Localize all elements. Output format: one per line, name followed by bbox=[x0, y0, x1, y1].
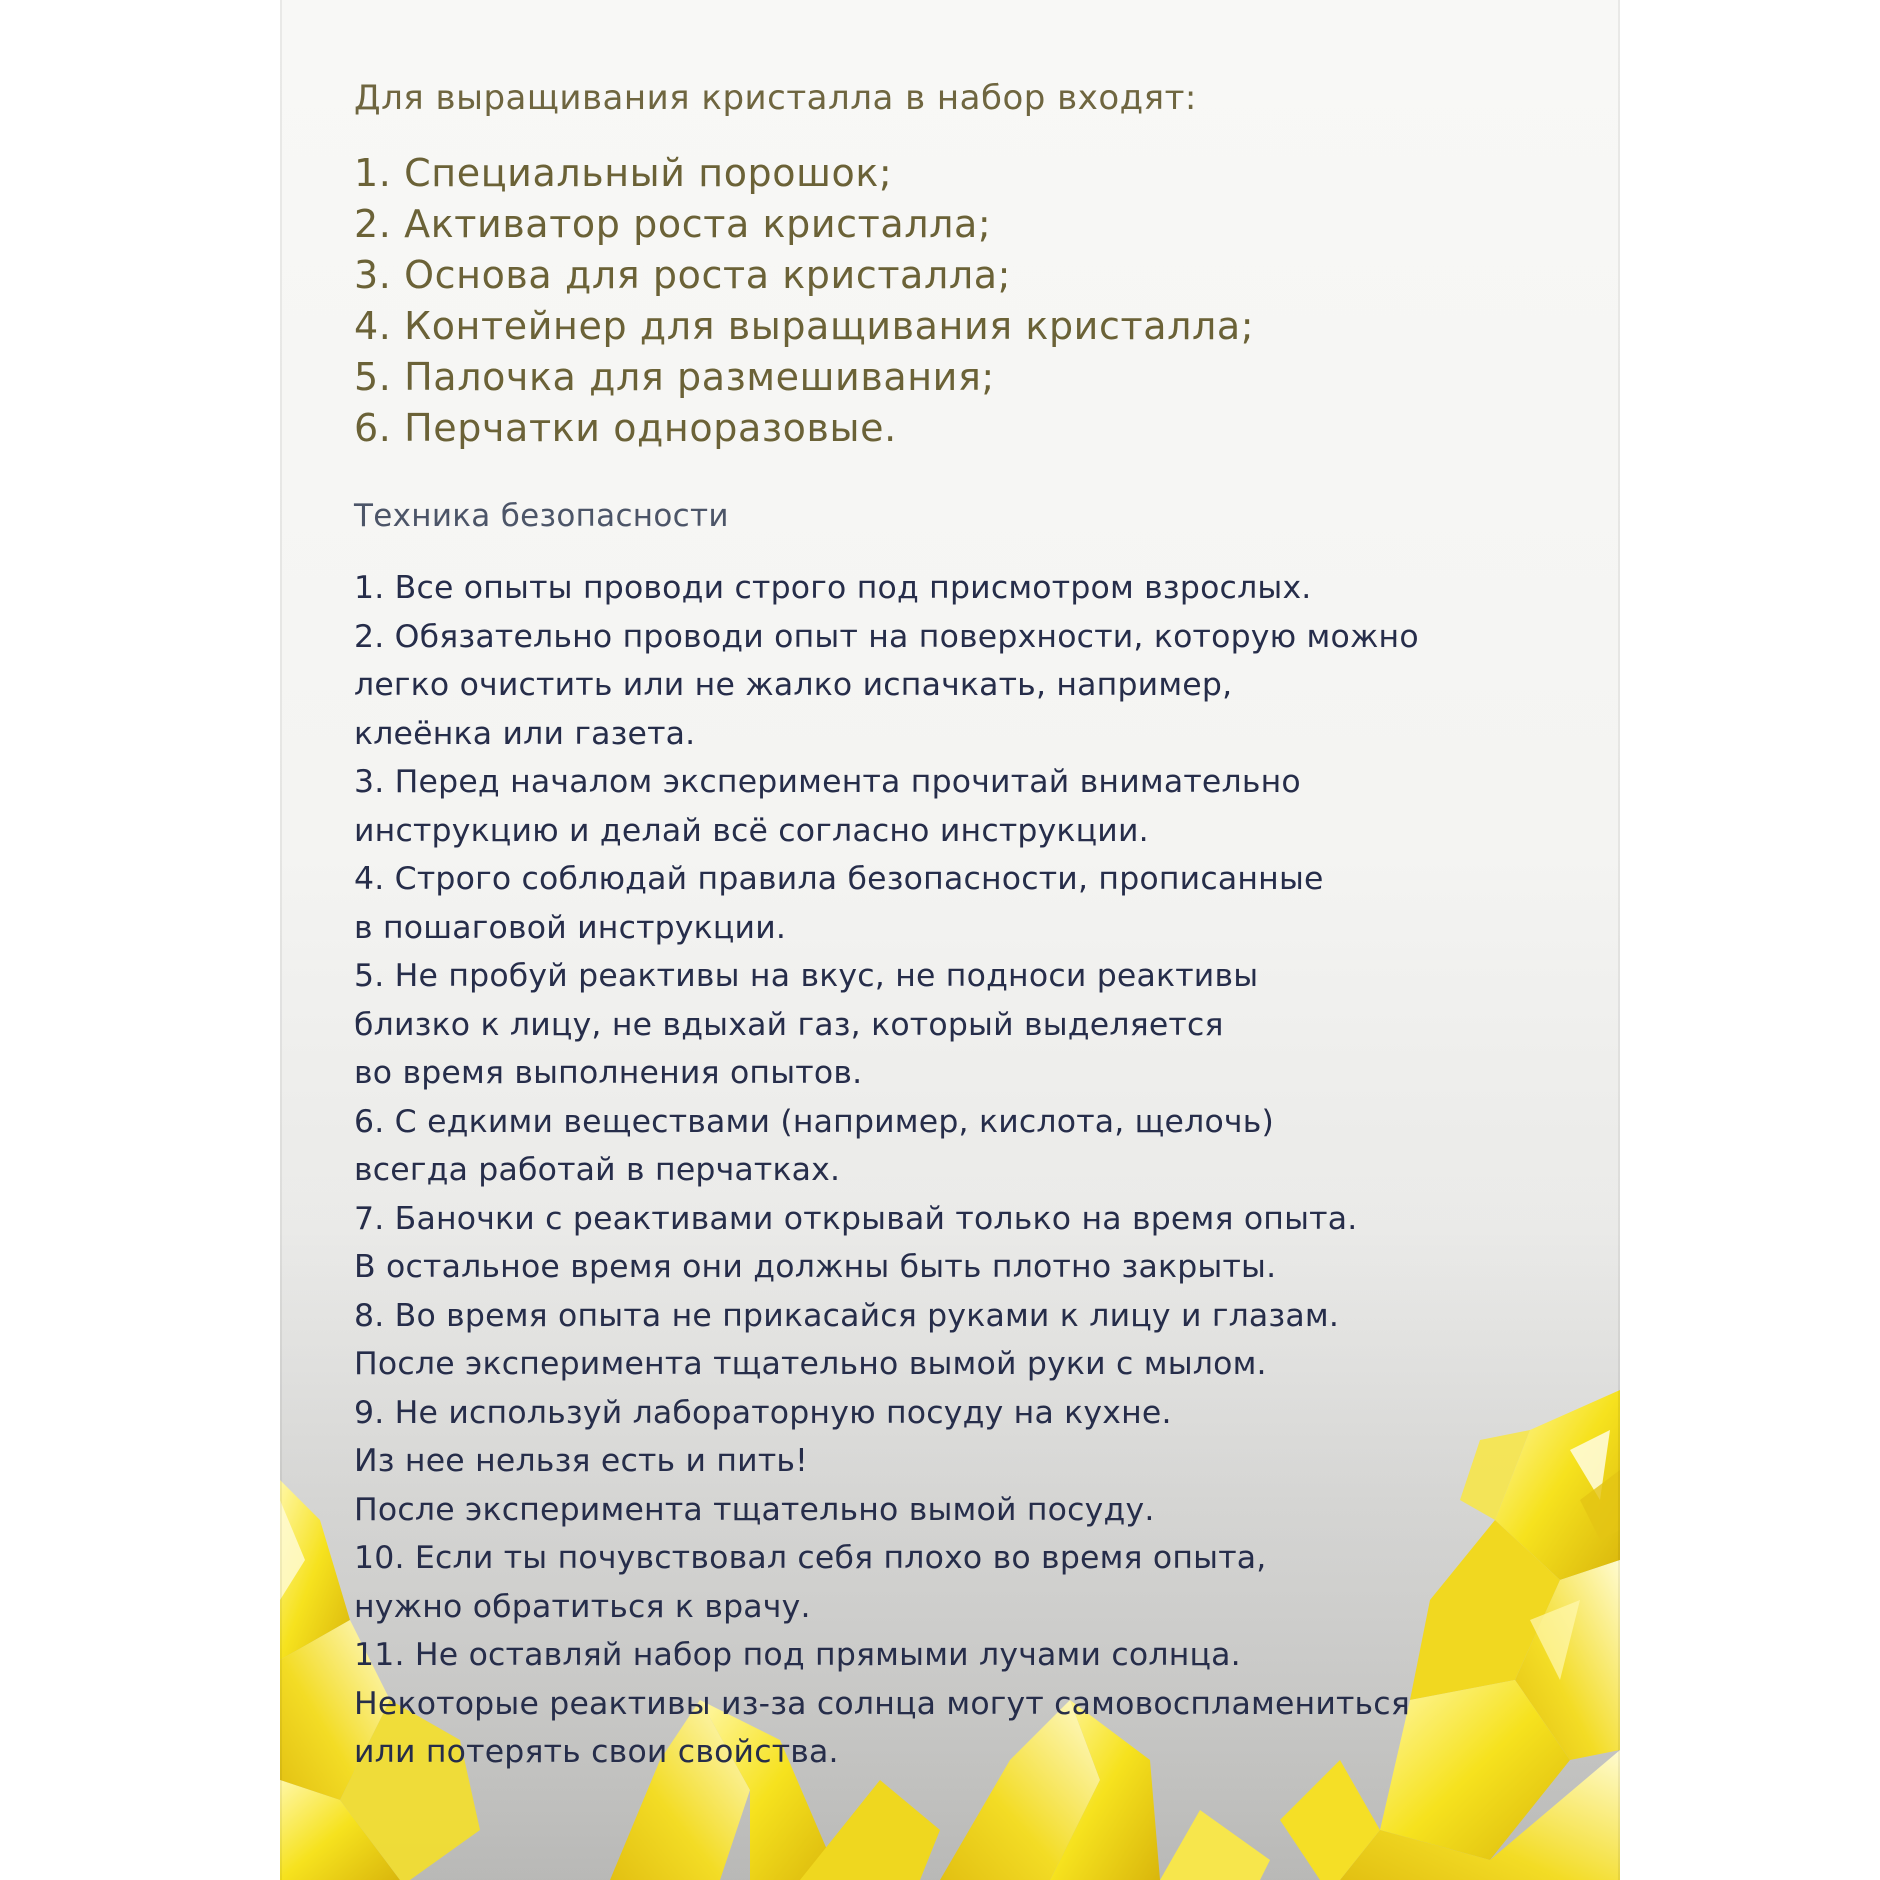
safety-rule-line: После эксперимента тщательно вымой посуду. bbox=[354, 1491, 1155, 1528]
safety-rules-list bbox=[354, 564, 1594, 1777]
instruction-card bbox=[280, 0, 1620, 1880]
safety-rule-line: Из нее нельзя есть и пить! bbox=[354, 1443, 808, 1479]
text-content bbox=[354, 78, 1594, 1777]
kit-contents-list bbox=[354, 148, 1594, 454]
safety-rule-line: или потерять свои свойства. bbox=[354, 1734, 839, 1770]
safety-rule-line: 2. Обязательно проводи опыт на поверхности, которую можно bbox=[354, 618, 1419, 655]
safety-rule-line: нужно обратиться к врачу. bbox=[354, 1588, 811, 1625]
safety-rule-line: в пошаговой инструкции. bbox=[354, 909, 787, 946]
kit-item: 6. Перчатки одноразовые. bbox=[354, 406, 897, 450]
safety-rule-line: Некоторые реактивы из-за солнца могут самовоспламениться bbox=[354, 1685, 1410, 1722]
kit-contents-heading: Для выращивания кристалла в набор входят: bbox=[354, 78, 1197, 118]
safety-rule-line: После эксперимента тщательно вымой руки с мылом. bbox=[354, 1346, 1267, 1382]
safety-rule-line: клеёнка или газета. bbox=[354, 715, 696, 752]
safety-rule-line: 7. Баночки с реактивами открывай только на время опыта. bbox=[354, 1200, 1358, 1237]
safety-rule-line: 8. Во время опыта не прикасайся руками к лицу и глазам. bbox=[354, 1297, 1340, 1334]
card-left-edge bbox=[280, 0, 282, 1880]
safety-heading: Техника безопасности bbox=[354, 498, 729, 534]
kit-item: 5. Палочка для размешивания; bbox=[354, 355, 995, 399]
safety-rule-line: близко к лицу, не вдыхай газ, который выделяется bbox=[354, 1006, 1224, 1043]
safety-rule-line: 6. С едкими веществами (например, кислота, щелочь) bbox=[354, 1103, 1274, 1140]
safety-rule-line: В остальное время они должны быть плотно закрыты. bbox=[354, 1249, 1277, 1285]
safety-rule-line: 3. Перед началом эксперимента прочитай внимательно bbox=[354, 764, 1301, 800]
safety-rule-line: всегда работай в перчатках. bbox=[354, 1152, 841, 1188]
safety-rule-line: инструкцию и делай всё согласно инструкции. bbox=[354, 812, 1149, 849]
kit-item: 2. Активатор роста кристалла; bbox=[354, 202, 992, 246]
card-right-edge bbox=[1618, 0, 1620, 1880]
safety-rule-line: 1. Все опыты проводи строго под присмотром взрослых. bbox=[354, 570, 1312, 606]
safety-rule-line: 5. Не пробуй реактивы на вкус, не подноси реактивы bbox=[354, 958, 1259, 994]
safety-rule-line: 11. Не оставляй набор под прямыми лучами солнца. bbox=[354, 1637, 1241, 1673]
safety-rule-line: 9. Не используй лабораторную посуду на кухне. bbox=[354, 1394, 1172, 1431]
kit-item: 3. Основа для роста кристалла; bbox=[354, 253, 1012, 297]
kit-item: 4. Контейнер для выращивания кристалла; bbox=[354, 304, 1255, 348]
kit-item: 1. Специальный порошок; bbox=[354, 151, 893, 195]
safety-rule-line: 10. Если ты почувствовал себя плохо во время опыта, bbox=[354, 1540, 1267, 1576]
safety-rule-line: 4. Строго соблюдай правила безопасности, прописанные bbox=[354, 861, 1324, 897]
safety-rule-line: легко очистить или не жалко испачкать, например, bbox=[354, 667, 1233, 703]
safety-rule-line: во время выполнения опытов. bbox=[354, 1055, 863, 1091]
